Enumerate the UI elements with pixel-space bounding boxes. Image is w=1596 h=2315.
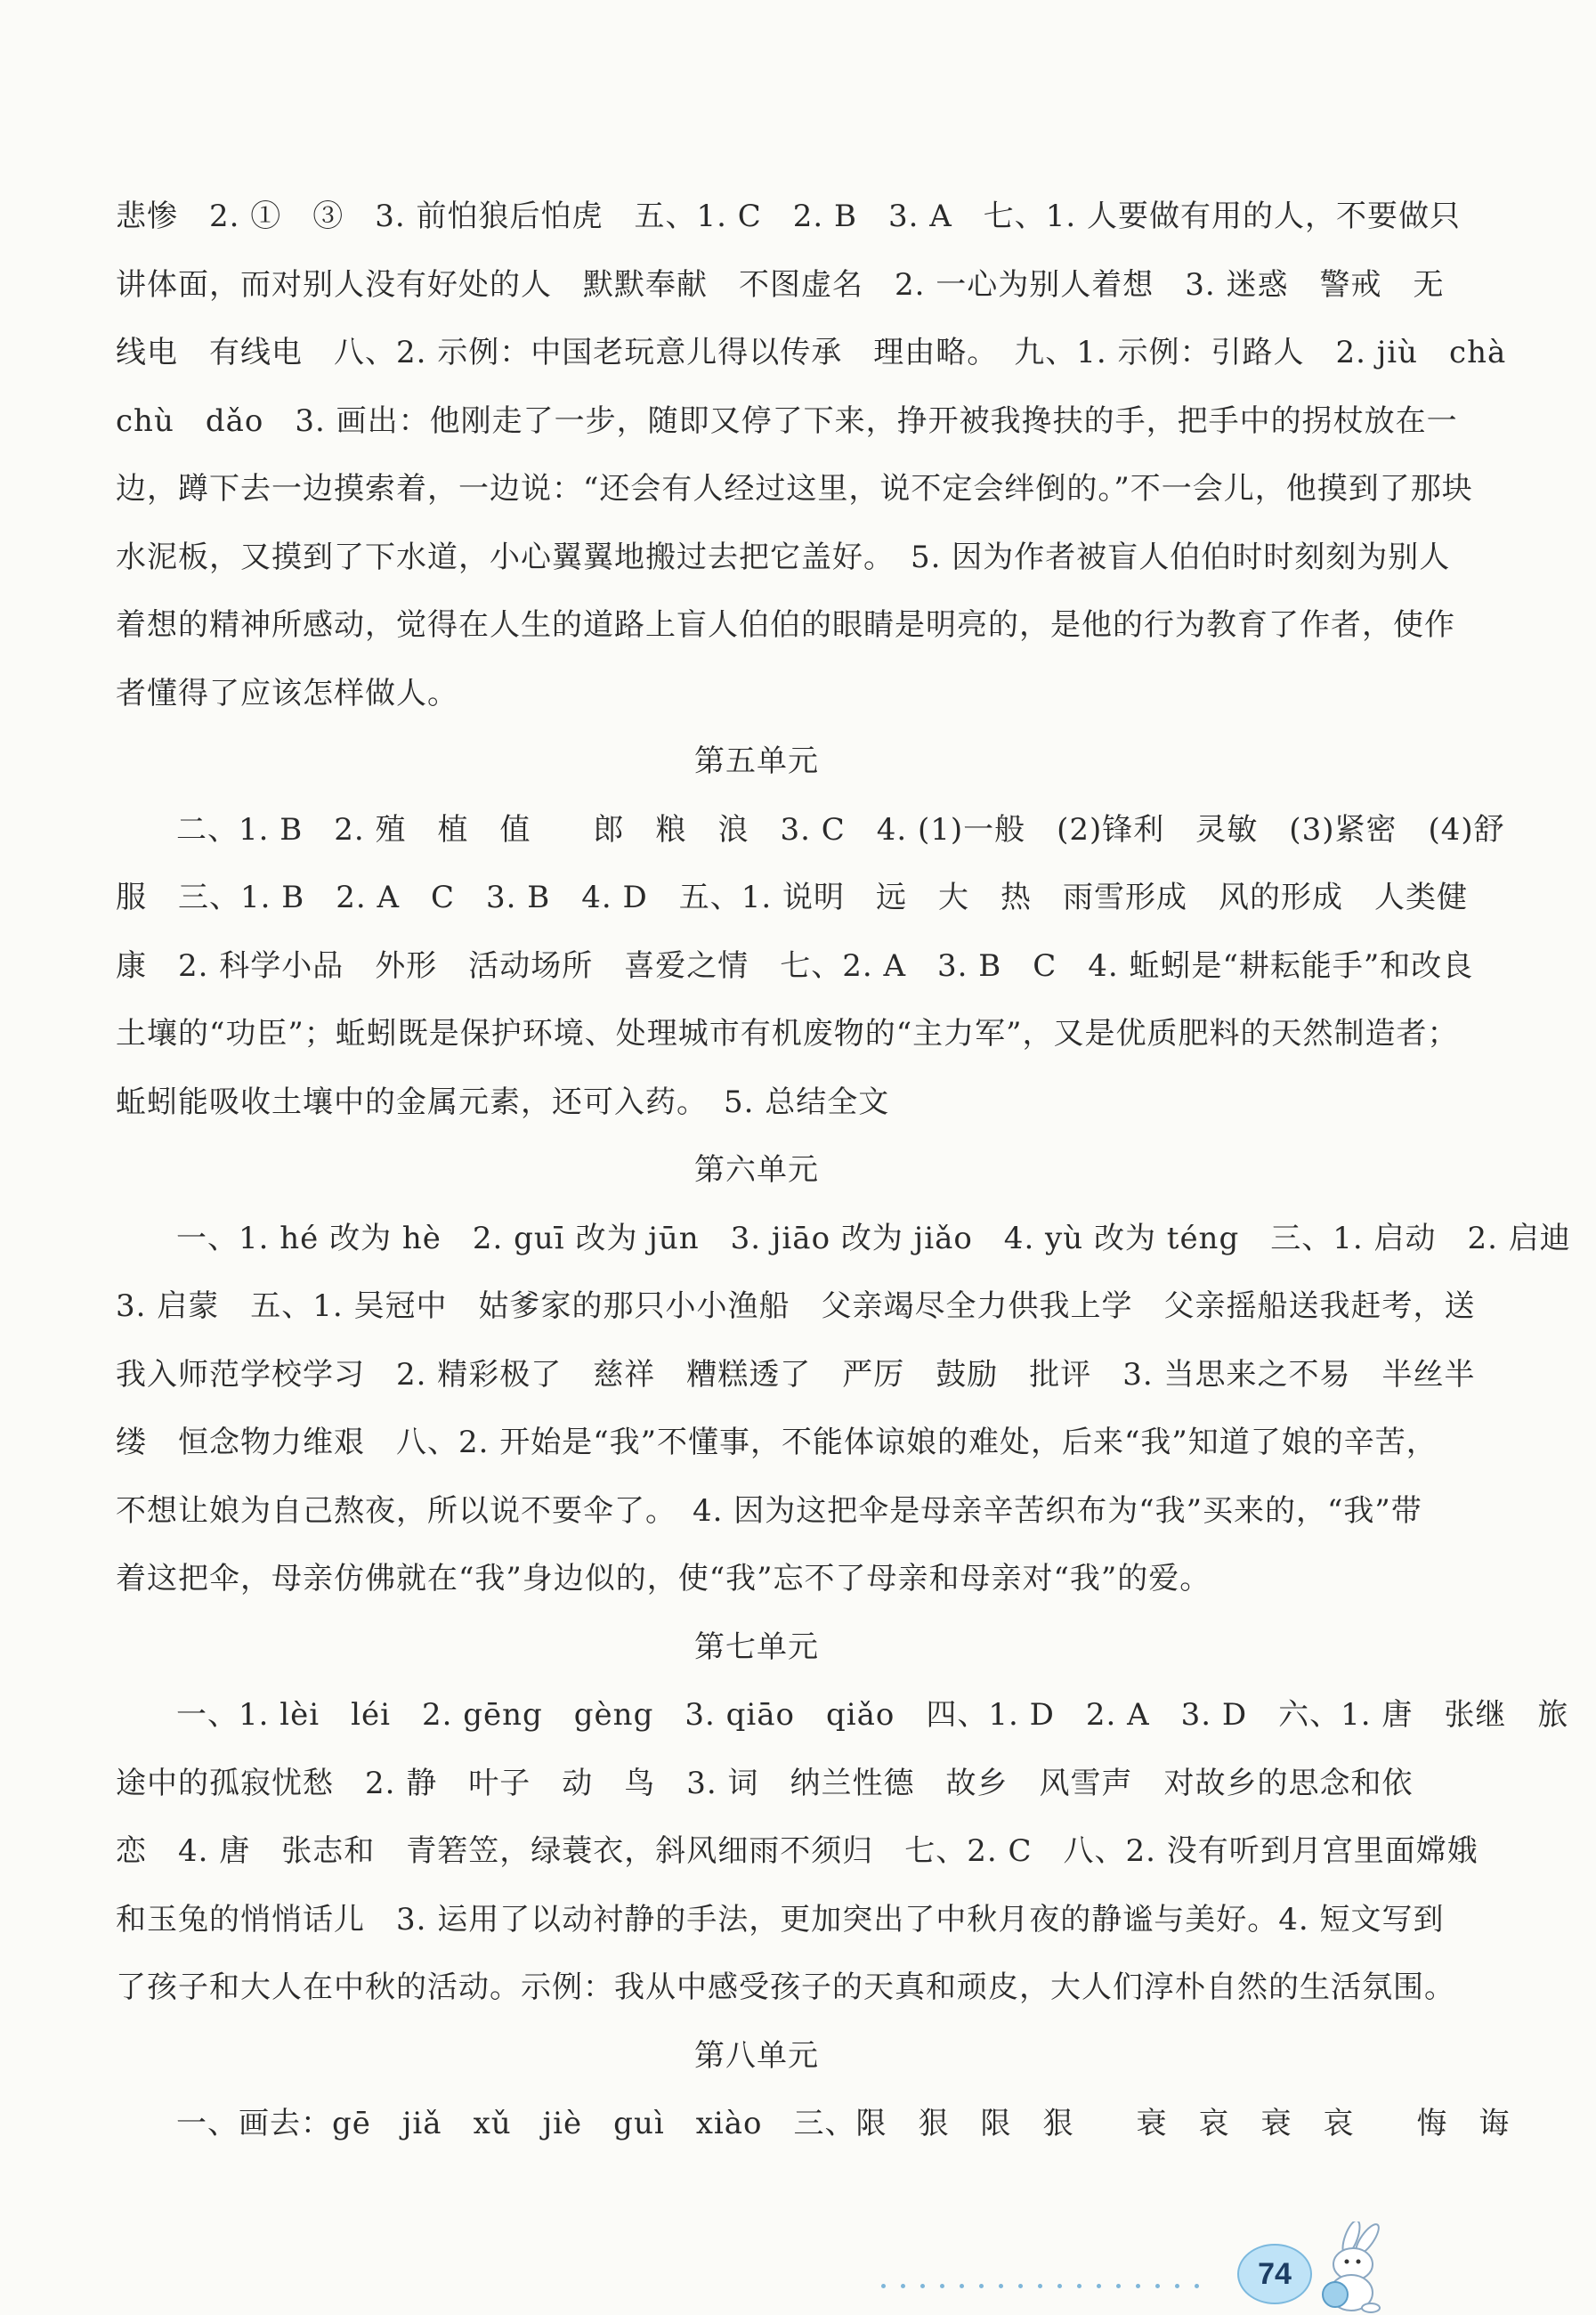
text-line: 一、画去：gē jiǎ xǔ jiè guì xiào 三、限 狠 限 狠 衰 哀 衰 哀 悔 诲 bbox=[176, 2106, 1511, 2141]
unit4-continued-section bbox=[116, 183, 1507, 727]
text-line: 悲惨 2. ① ③ 3. 前怕狼后怕虎 五、1. C 2. B 3. A 七、1. 人要做有用的人，不要做只 bbox=[116, 199, 1462, 234]
unit6-section bbox=[116, 1136, 1571, 1613]
unit-heading: 第六单元 bbox=[694, 1152, 819, 1188]
text-line: 蚯蚓能吸收土壤中的金属元素，还可入药。 5. 总结全文 bbox=[116, 1084, 890, 1120]
text-line: 二、1. B 2. 殖 植 值 郎 粮 浪 3. C 4. (1)一般 (2)锋利 灵敏 (3)紧密 (4)舒 bbox=[176, 811, 1505, 848]
text-line: 着这把伞，母亲仿佛就在“我”身边似的，使“我”忘不了母亲和母亲对“我”的爱。 bbox=[116, 1561, 1211, 1596]
text-line: 3. 启蒙 五、1. 吴冠中 姑爹家的那只小小渔船 父亲竭尽全力供我上学 父亲摇船送我赶考，送 bbox=[116, 1288, 1476, 1324]
unit-heading: 第七单元 bbox=[694, 1629, 819, 1665]
text-line: 土壤的“功臣”；蚯蚓既是保护环境、处理城市有机废物的“主力军”，又是优质肥料的天然制造者； bbox=[116, 1016, 1459, 1052]
dotted-line-decoration bbox=[881, 2275, 1214, 2292]
text-line: 者懂得了应该怎样做人。 bbox=[116, 675, 458, 711]
text-line: 不想让娘为自己熬夜，所以说不要伞了。 4. 因为这把伞是母亲辛苦织布为“我”买来的，“我”带 bbox=[116, 1492, 1422, 1529]
unit7-section bbox=[116, 1613, 1569, 2022]
text-line: 了孩子和大人在中秋的活动。示例：我从中感受孩子的天真和顽皮，大人们淳朴自然的生活氛围。 bbox=[116, 1970, 1455, 2005]
text-line: 和玉兔的悄悄话儿 3. 运用了以动衬静的手法，更加突出了中秋月夜的静谧与美好。4. 短文写到 bbox=[116, 1901, 1445, 1937]
text-line: 缕 恒念物力维艰 八、2. 开始是“我”不懂事，不能体谅娘的难处，后来“我”知道了娘的辛苦， bbox=[116, 1425, 1438, 1460]
text-line: 一、1. lèi léi 2. gēng gèng 3. qiāo qiǎo 四、1. D 2. A 3. D 六、1. 唐 张继 旅 bbox=[176, 1697, 1569, 1733]
page-number: 74 bbox=[1237, 2244, 1312, 2304]
text-line: 康 2. 科学小品 外形 活动场所 喜爱之情 七、2. A 3. B C 4. 蚯蚓是“耕耘能手”和改良 bbox=[116, 947, 1474, 984]
text-line: 边，蹲下去一边摸索着，一边说：“还会有人经过这里，说不定会绊倒的。”不一会儿，他摸到了那块 bbox=[116, 471, 1473, 507]
text-line: 恋 4. 唐 张志和 青箬笠，绿蓑衣，斜风细雨不须归 七、2. C 八、2. 没有听到月宫里面嫦娥 bbox=[116, 1833, 1479, 1869]
unit-heading: 第八单元 bbox=[694, 2037, 819, 2074]
unit-heading: 第五单元 bbox=[694, 743, 819, 779]
text-line: 服 三、1. B 2. A C 3. B 4. D 五、1. 说明 远 大 热 雨雪形成 风的形成 人类健 bbox=[116, 880, 1469, 915]
text-line: 一、1. hé 改为 hè 2. guī 改为 jūn 3. jiāo 改为 jiǎo 4. yù 改为 téng 三、1. 启动 2. 启迪 bbox=[176, 1220, 1571, 1256]
text-line: 着想的精神所感动，觉得在人生的道路上盲人伯伯的眼睛是明亮的，是他的行为教育了作者，使作 bbox=[116, 607, 1455, 643]
page-footer bbox=[881, 2226, 1433, 2306]
answer-key-content bbox=[116, 183, 1571, 2158]
text-line: 线电 有线电 八、2. 示例：中国老玩意儿得以传承 理由略。 九、1. 示例：引路人 2. jiù chà bbox=[116, 335, 1507, 370]
text-line: chù dǎo 3. 画出：他刚走了一步，随即又停了下来，挣开被我搀扶的手，把手中的拐杖放在一 bbox=[116, 402, 1458, 439]
unit5-section bbox=[116, 727, 1505, 1136]
text-line: 水泥板，又摸到了下水道，小心翼翼地搬过去把它盖好。 5. 因为作者被盲人伯伯时时刻刻为别人 bbox=[116, 539, 1451, 575]
text-line: 讲体面，而对别人没有好处的人 默默奉献 不图虚名 2. 一心为别人着想 3. 迷惑 警戒 无 bbox=[116, 266, 1445, 303]
rabbit-holding-ball-icon bbox=[1300, 2222, 1398, 2315]
text-line: 途中的孤寂忧愁 2. 静 叶子 动 鸟 3. 词 纳兰性德 故乡 风雪声 对故乡的思念和依 bbox=[116, 1765, 1414, 1801]
text-line: 我入师范学校学习 2. 精彩极了 慈祥 糟糕透了 严厉 鼓励 批评 3. 当思来之不易 半丝半 bbox=[116, 1356, 1476, 1393]
unit8-section bbox=[116, 2022, 1511, 2158]
